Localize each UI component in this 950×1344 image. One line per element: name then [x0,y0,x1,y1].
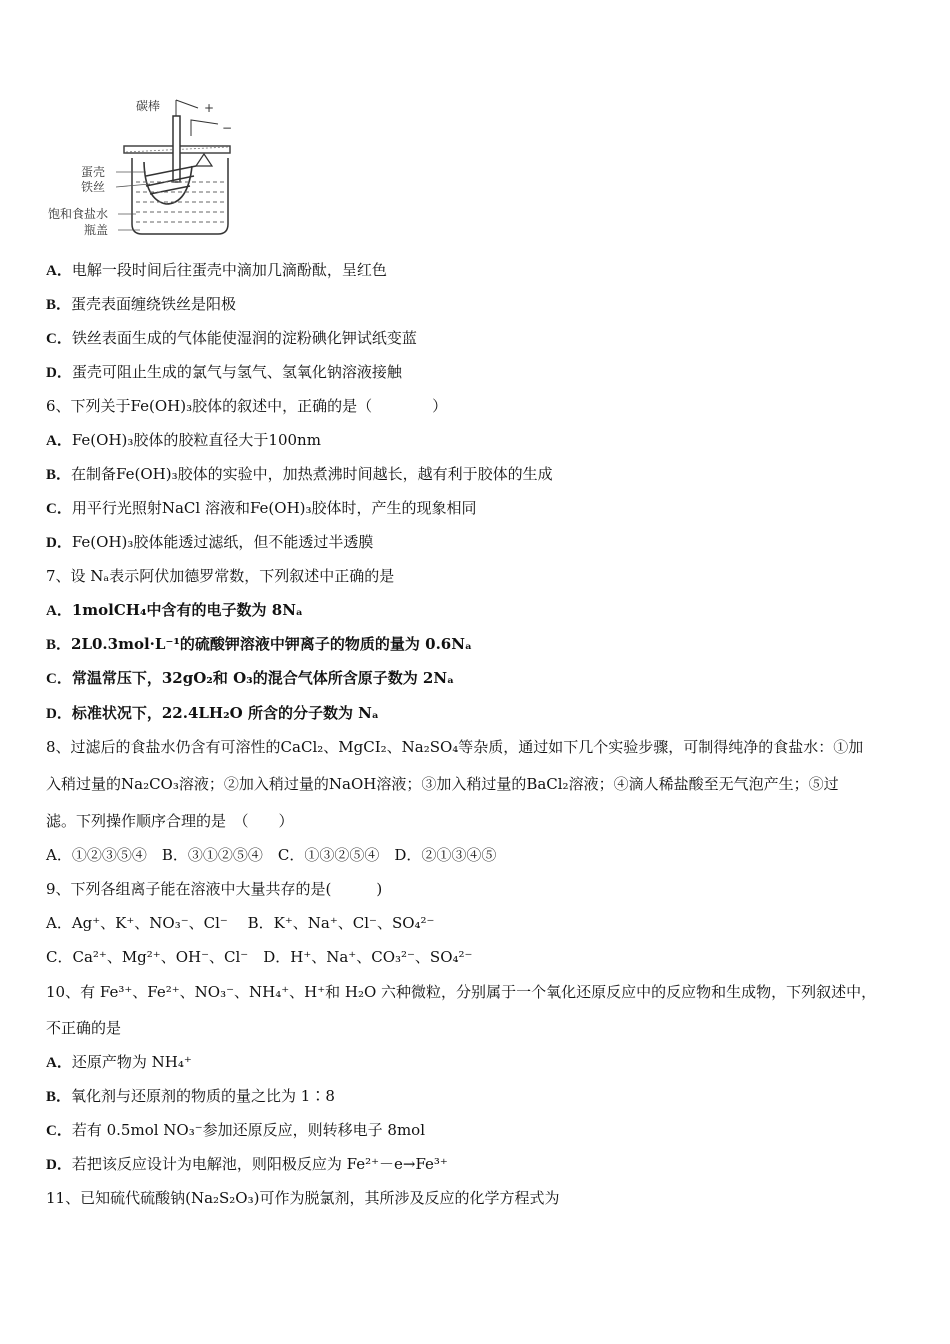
label-minus: − [222,121,233,135]
q7-stem: 7、设 Nₐ表示阿伏加德罗常数，下列叙述中正确的是 [46,567,395,585]
q11-stem: 11、已知硫代硫酸钠(Na₂S₂O₃)可作为脱氯剂，其所涉及反应的化学方程式为 [46,1189,560,1207]
q6-option-d: D．Fe(OH)₃胶体能透过滤纸，但不能透过半透膜 [46,533,374,551]
q7-option-b: B．2L0.3mol·L⁻¹的硫酸钾溶液中钾离子的物质的量为 0.6Nₐ [46,635,472,653]
q10-option-d: D．若把该反应设计为电解池，则阳极反应为 Fe²⁺－e→Fe³⁺ [46,1155,448,1173]
q10-option-b: B．氧化剂与还原剂的物质的量之比为 1∶8 [46,1087,335,1105]
q5-option-b: B．蛋壳表面缠绕铁丝是阳极 [46,295,237,313]
q10-option-c: C．若有 0.5mol NO₃⁻参加还原反应，则转移电子 8mol [46,1121,426,1139]
label-plus: + [204,101,215,115]
q7-option-c: C．常温常压下，32gO₂和 O₃的混合气体所含原子数为 2Nₐ [46,669,455,687]
q5-option-c: C．铁丝表面生成的气体能使湿润的淀粉碘化钾试纸变蓝 [46,329,417,347]
q9-stem: 9、下列各组离子能在溶液中大量共存的是( ) [46,880,383,898]
label-carbon-rod: 碳棒 [136,99,161,113]
label-eggshell: 蛋壳 [81,165,106,179]
q6-stem: 6、下列关于Fe(OH)₃胶体的叙述中，正确的是（ ） [46,397,448,415]
q10-stem-line-1: 10、有 Fe³⁺、Fe²⁺、NO₃⁻、NH₄⁺、H⁺和 H₂O 六种微粒，分别属于一个氧化还原反应中的反应物和生成物，下列叙述中， [46,983,877,1001]
carbon-rod [173,116,180,182]
q8-stem-line-1: 8、过滤后的食盐水仍含有可溶性的CaCl₂、MgCI₂、Na₂SO₄等杂质，通过如下几个实验步骤，可制得纯净的食盐水：①加 [46,738,864,756]
label-basin: 瓶盖 [84,223,109,237]
q8-options: A．①②③⑤④ B．③①②⑤④ C．①③②⑤④ D．②①③④⑤ [46,846,497,864]
q9-options-row-1: A．Ag⁺、K⁺、NO₃⁻、Cl⁻ B．K⁺、Na⁺、Cl⁻、SO₄²⁻ [46,914,435,932]
q7-option-d: D．标准状况下，22.4LH₂O 所含的分子数为 Nₐ [46,704,379,722]
q6-option-b: B．在制备Fe(OH)₃胶体的实验中，加热煮沸时间越长，越有利于胶体的生成 [46,465,553,483]
q7-option-a: A．1molCH₄中含有的电子数为 8Nₐ [46,601,303,619]
q8-stem-line-2: 入稍过量的Na₂CO₃溶液；②加入稍过量的NaOH溶液；③加入稍过量的BaCl₂溶液；④滴人稀盐酸至无气泡产生；⑤过 [46,775,839,793]
q10-stem-line-2: 不正确的是 [46,1019,122,1037]
label-iron-wire: 铁丝 [81,180,106,194]
q10-option-a: A．还原产物为 NH₄⁺ [46,1053,192,1071]
electrolysis-apparatus-figure [46,96,241,244]
label-brine: 饱和食盐水 [48,207,109,221]
q8-stem-line-3: 滤。下列操作顺序合理的是 （ ） [46,812,294,830]
q5-option-d: D．蛋壳可阻止生成的氯气与氢气、氢氧化钠溶液接触 [46,363,402,381]
q6-option-c: C．用平行光照射NaCl 溶液和Fe(OH)₃胶体时，产生的现象相同 [46,499,477,517]
q6-option-a: A．Fe(OH)₃胶体的胶粒直径大于100nm [46,431,321,449]
q9-options-row-2: C．Ca²⁺、Mg²⁺、OH⁻、Cl⁻ D．H⁺、Na⁺、CO₃²⁻、SO₄²⁻ [46,948,473,966]
q5-option-a: A．电解一段时间后往蛋壳中滴加几滴酚酞，呈红色 [46,261,387,279]
